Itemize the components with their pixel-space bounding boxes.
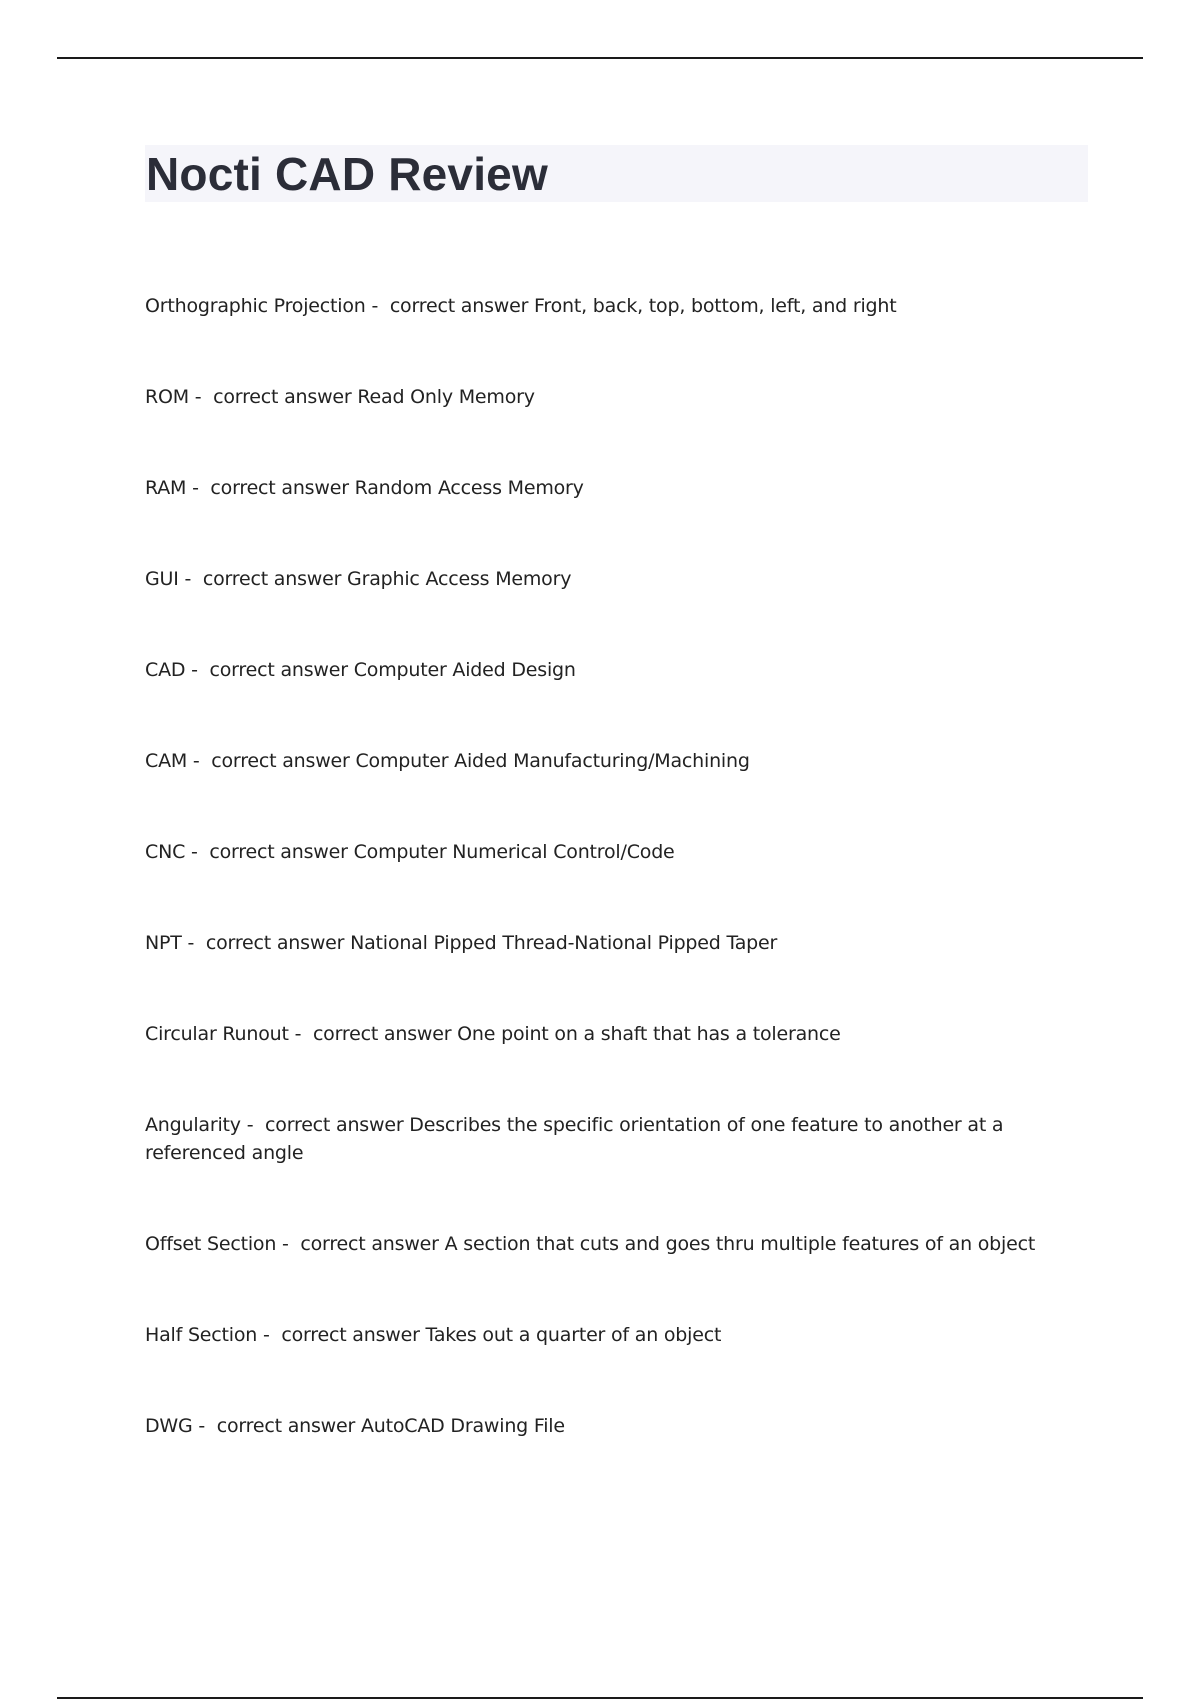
qa-term: Offset Section	[145, 1233, 277, 1255]
qa-term: Circular Runout	[145, 1023, 289, 1045]
qa-separator: -	[181, 932, 206, 954]
qa-item-angularity	[145, 1111, 1080, 1167]
qa-term: Half Section	[145, 1324, 258, 1346]
qa-answer: correct answer Takes out a quarter of an object	[281, 1324, 722, 1346]
qa-separator: -	[240, 1114, 266, 1136]
qa-item-orthographic-projection	[145, 292, 1080, 320]
qa-term: Orthographic Projection	[145, 295, 366, 317]
qa-item-circular-runout	[145, 1020, 1080, 1048]
qa-answer: correct answer Computer Aided Design	[209, 659, 576, 681]
qa-item-dwg	[145, 1412, 1080, 1440]
qa-separator: -	[257, 1324, 282, 1346]
qa-separator: -	[187, 750, 212, 772]
bottom-divider	[57, 1697, 1143, 1699]
qa-answer: correct answer Read Only Memory	[213, 386, 535, 408]
qa-list	[145, 292, 1080, 1503]
qa-separator: -	[276, 1233, 301, 1255]
qa-separator: -	[288, 1023, 313, 1045]
qa-item-cad	[145, 656, 1080, 684]
qa-separator: -	[192, 1415, 217, 1437]
qa-separator: -	[185, 659, 210, 681]
qa-answer: correct answer Random Access Memory	[210, 477, 584, 499]
qa-item-ram	[145, 474, 1080, 502]
qa-term: CNC	[145, 841, 186, 863]
qa-item-gui	[145, 565, 1080, 593]
qa-answer: correct answer Front, back, top, bottom, left, and right	[389, 295, 897, 317]
qa-item-rom	[145, 383, 1080, 411]
qa-term: CAD	[145, 659, 186, 681]
qa-term: RAM	[145, 477, 187, 499]
qa-item-npt	[145, 929, 1080, 957]
qa-term: CAM	[145, 750, 188, 772]
qa-answer: correct answer National Pipped Thread-National Pipped Taper	[205, 932, 778, 954]
qa-answer: correct answer Computer Aided Manufacturing/Machining	[211, 750, 750, 772]
top-divider	[57, 57, 1143, 59]
qa-item-half-section	[145, 1321, 1080, 1349]
qa-answer: correct answer Graphic Access Memory	[202, 568, 572, 590]
qa-item-cnc	[145, 838, 1080, 866]
qa-term: GUI	[145, 568, 179, 590]
qa-separator: -	[186, 477, 211, 499]
qa-separator: -	[188, 386, 214, 408]
qa-answer: correct answer AutoCAD Drawing File	[216, 1415, 565, 1437]
qa-term: Angularity	[145, 1114, 241, 1136]
page-title: Nocti CAD Review	[146, 148, 548, 200]
qa-separator: -	[178, 568, 203, 590]
qa-term: ROM	[145, 386, 189, 408]
qa-term: NPT	[145, 932, 182, 954]
qa-item-offset-section	[145, 1230, 1080, 1258]
qa-separator: -	[365, 295, 390, 317]
qa-answer: correct answer One point on a shaft that has a tolerance	[312, 1023, 841, 1045]
qa-separator: -	[185, 841, 210, 863]
qa-item-cam	[145, 747, 1080, 775]
qa-answer: correct answer Computer Numerical Control/Code	[209, 841, 675, 863]
qa-term: DWG	[145, 1415, 193, 1437]
qa-answer: correct answer A section that cuts and goes thru multiple features of an object	[300, 1233, 1036, 1255]
qa-answer: correct answer Describes the specific orientation of one feature to another at a referenced angle	[145, 1114, 1004, 1164]
